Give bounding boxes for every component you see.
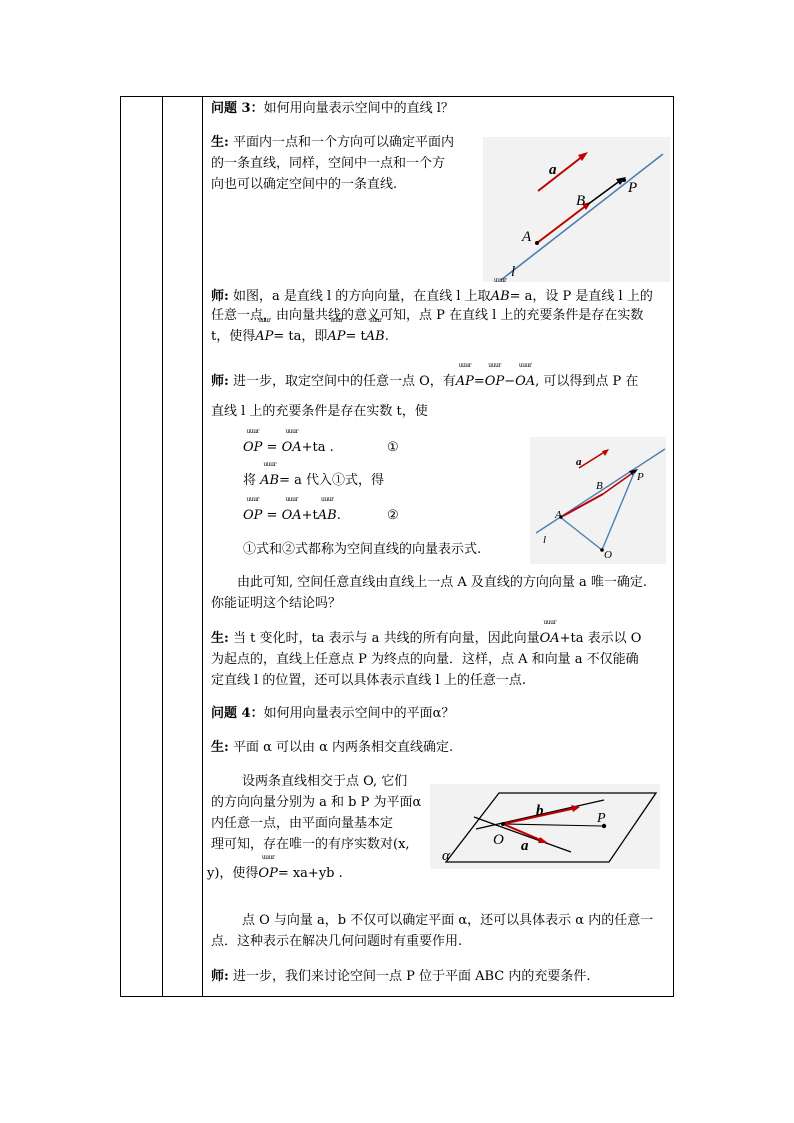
plane-paragraph-line3: 内任意一点，由平面向量基本定 [211, 816, 394, 831]
label-P: P [597, 811, 606, 826]
label-l: l [511, 264, 516, 280]
label-A: A [555, 509, 562, 521]
label-a: a [549, 162, 557, 178]
student-answer-1-line1: 生: 平面内一点和一个方向可以确定平面内 [211, 135, 454, 150]
plane-paragraph-line1: 设两条直线相交于点 O, 它们 [242, 774, 408, 789]
student-answer-2-line1: 生: 当 t 变化时，ta 表示与 a 共线的所有向量，因此向量uuur OA+ta 表示以 O [211, 628, 641, 649]
substitution-line: 将 uuur AB= a 代入①式，得 [243, 470, 384, 491]
equation-2: uuur OP = uuur OA+tuuur AB. [243, 505, 341, 526]
label-B: B [576, 193, 586, 209]
student-answer-1-line2: 的一条直线，同样，空间中一点和一个方 [211, 156, 446, 171]
line-vector-figure-with-origin [530, 437, 666, 564]
plane-vector-figure [430, 784, 660, 869]
conclusion-line2: 你能证明这个结论吗？ [211, 596, 342, 611]
student-answer-1-line3: 向也可以确定空间中的一条直线. [211, 177, 398, 192]
student-answer-3: 生: 平面 α 可以由 α 内两条相交直线确定. [211, 740, 454, 755]
teacher-2-line1: 师: 进一步，取定空间中的任意一点 O，有uuur AP=uuur OP−uuur OA, 可以得到点 P 在 [211, 371, 638, 392]
equation-1: uuur OP = uuur OA+ta . [243, 437, 334, 458]
plane-paragraph-line4: 理可知，存在唯一的有序实数对(x, [211, 837, 410, 852]
label-b: b [536, 803, 544, 819]
column-divider-1 [162, 97, 163, 996]
plane-summary-line1: 点 O 与向量 a，b 不仅可以确定平面 α，还可以具体表示 α 内的任意一 [242, 913, 654, 928]
plane-paragraph-line2: 的方向向量分别为 a 和 b P 为平面α [211, 795, 422, 810]
label-O: O [604, 549, 612, 561]
conclusion-line1: 由此可知, 空间任意直线由直线上一点 A 及直线的方向向量 a 唯一确定. [237, 575, 648, 590]
teacher-3: 师: 进一步，我们来讨论空间一点 P 位于平面 ABC 内的充要条件. [211, 969, 591, 984]
label-P: P [628, 180, 638, 196]
equation-2-number: ② [387, 508, 399, 523]
plane-summary-line2: 点．这种表示在解决几何问题时有重要作用. [211, 934, 463, 949]
teacher-1-line1: 师: 如图，a 是直线 l 的方向向量，在直线 l 上取uuur AB= a，设 P 是直线 l 上的 [211, 286, 653, 307]
label-P: P [637, 471, 644, 483]
equation-note: ①式和②式都称为空间直线的向量表示式. [243, 542, 482, 557]
teacher-1-line2: 任意一点，由向量共线的意义可知，点 P 在直线 l 上的充要条件是存在实数 [211, 308, 644, 323]
label-l: l [543, 534, 547, 546]
label-a: a [576, 456, 582, 468]
equation-1-number: ① [387, 440, 399, 455]
label-O: O [493, 832, 504, 848]
teacher-2-line2: 直线 l 上的充要条件是存在实数 t，使 [211, 404, 428, 419]
student-answer-2-line2: 为起点的，直线上任意点 P 为终点的向量．这样，点 A 和向量 a 不仅能确 [211, 652, 639, 667]
teacher-1-line3: t，使得uuur AP= ta，即uuur AP= tuuur AB. [211, 326, 389, 347]
label-B: B [596, 480, 603, 492]
line-vector-figure [483, 137, 670, 282]
column-divider-2 [202, 97, 203, 996]
label-a: a [521, 838, 529, 854]
student-answer-2-line3: 定直线 l 的位置，还可以具体表示直线 l 上的任意一点. [211, 673, 526, 688]
question-4: 问题 4：如何用向量表示空间中的平面α？ [211, 706, 455, 721]
label-alpha: α [442, 848, 450, 864]
plane-paragraph-line5: y)，使得uuur OP= xa+yb . [207, 863, 343, 884]
question-3: 问题 3：如何用向量表示空间中的直线 l？ [211, 101, 454, 116]
label-A: A [522, 229, 532, 245]
